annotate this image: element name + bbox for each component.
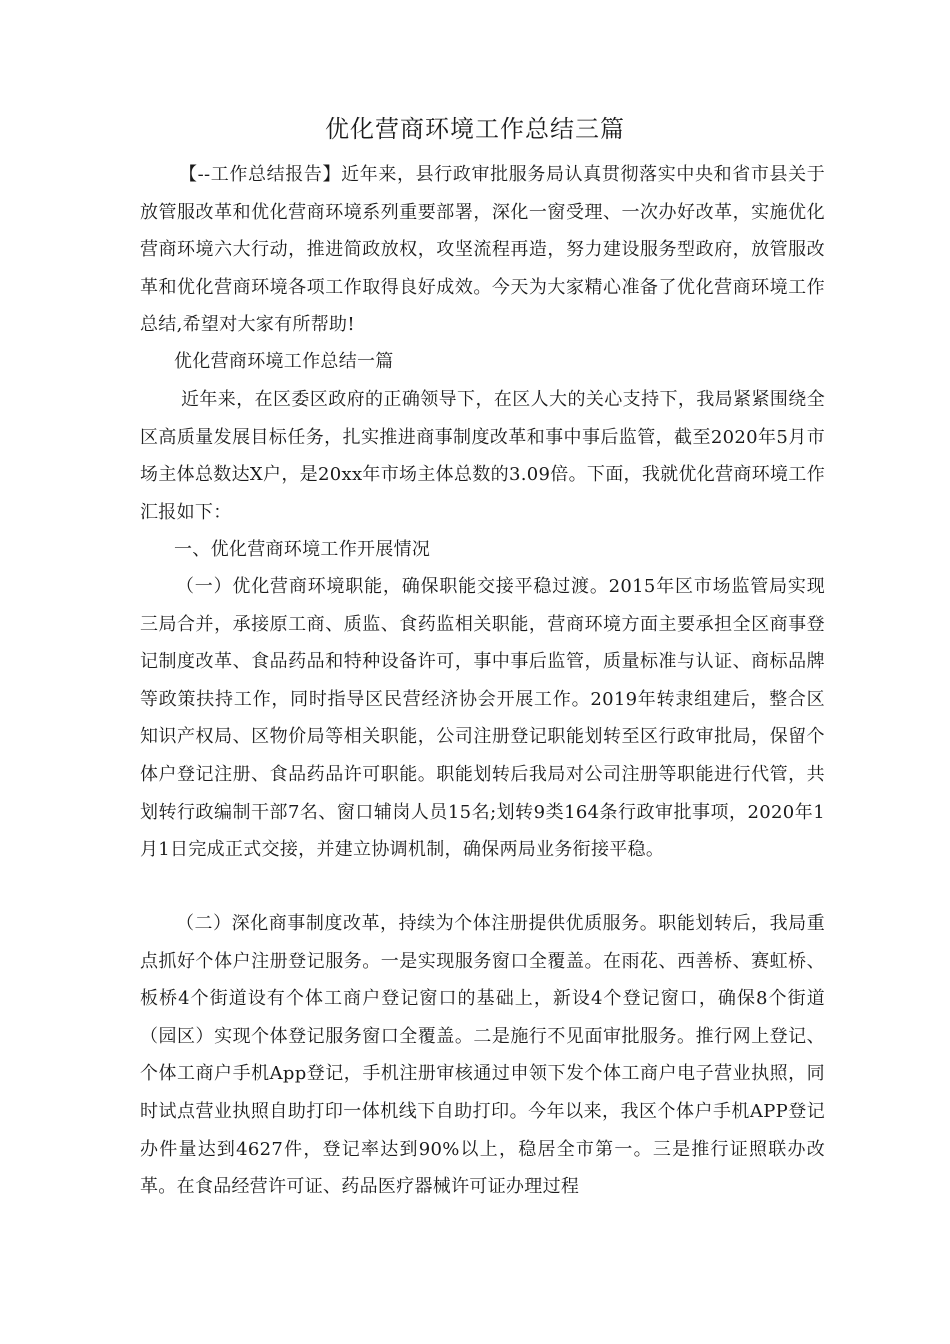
section-heading-part-one: 优化营商环境工作总结一篇 [174, 351, 394, 372]
subsection-2-paragraph: （二）深化商事制度改革，持续为个体注册提供优质服务。职能划转后，我局重点抓好个体户注册登记服务。一是实现服务窗口全覆盖。在雨花、西善桥、赛虹桥、板桥4个街道设有个体工商户登记窗口的基础上，新设4个登记窗口，确保8个街道（园区）实现个体登记服务窗口全覆盖。二是施行不见面审批服务。推行网上登记、个体工商户手机App登记，手机注册审核通过申领下发个体工商户电子营业执照，同时试点营业执照自助打印一体机线下自助打印。今年以来，我区个体户手机APP登记办件量达到4627件，登记率达到90%以上，稳居全市第一。三是推行证照联办改革。在食品经营许可证、药品医疗器械许可证办理过程 [140, 913, 825, 1198]
document-body [140, 531, 825, 569]
document-body [140, 381, 825, 531]
intro-paragraph: 【--工作总结报告】近年来，县行政审批服务局认真贯彻落实中央和省市县关于放管服改革和优化营商环境系列重要部署，深化一窗受理、一次办好改革，实施优化营商环境六大行动，推进简政放权，攻坚流程再造，努力建设服务型政府，放管服改革和优化营商环境各项工作取得良好成效。今天为大家精心准备了优化营商环境工作总结,希望对大家有所帮助! [140, 164, 825, 336]
document-body [140, 156, 825, 344]
section-heading-1: 一、优化营商环境工作开展情况 [174, 539, 431, 560]
document-body [140, 568, 825, 869]
document-title: 优化营商环境工作总结三篇 [325, 115, 625, 143]
document-body [140, 343, 825, 381]
overview-paragraph: 近年来，在区委区政府的正确领导下，在区人大的关心支持下，我局紧紧围绕全区高质量发展目标任务，扎实推进商事制度改革和事中事后监管，截至2020年5月市场主体总数达X户，是20xx年市场主体总数的3.09倍。下面，我就优化营商环境工作汇报如下： [140, 389, 825, 523]
subsection-1-paragraph: （一）优化营商环境职能，确保职能交接平稳过渡。2015年区市场监管局实现三局合并，承接原工商、质监、食药监相关职能，营商环境方面主要承担全区商事登记制度改革、食品药品和特种设备许可，事中事后监管，质量标准与认证、商标品牌等政策扶持工作，同时指导区民营经济协会开展工作。2019年转隶组建后，整合区知识产权局、区物价局等相关职能，公司注册登记职能划转至区行政审批局，保留个体户登记注册、食品药品许可职能。职能划转后我局对公司注册等职能进行代管，共划转行政编制干部7名、窗口辅岗人员15名;划转9类164条行政审批事项，2020年1月1日完成正式交接，并建立协调机制，确保两局业务衔接平稳。 [140, 576, 825, 861]
document-body [140, 905, 825, 1206]
